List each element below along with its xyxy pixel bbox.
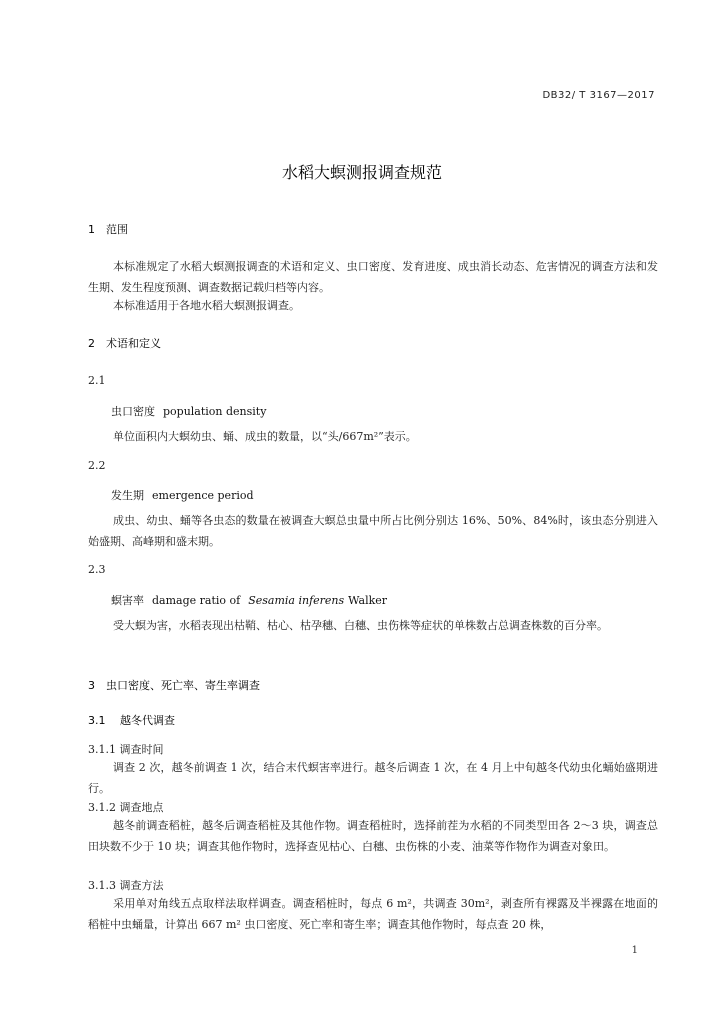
term-heading xyxy=(111,592,387,608)
section-number: 3 xyxy=(88,679,95,692)
term-en: emergence period xyxy=(152,489,254,502)
term-en: population density xyxy=(163,405,267,418)
term-definition: 成虫、幼虫、蛹等各虫态的数量在被调查大螟总虫量中所占比例分别达 16%、50%、84%时，该虫态分别进入始盛期、高峰期和盛末期。 xyxy=(88,514,658,548)
term-number: 2.1 xyxy=(88,374,106,387)
section-2-heading xyxy=(88,335,161,351)
section-title: 术语和定义 xyxy=(106,337,161,350)
term-definition: 单位面积内大螟幼虫、蛹、成虫的数量，以“头/667m²”表示。 xyxy=(113,430,417,443)
term-zh: 虫口密度 xyxy=(111,405,155,418)
term-heading xyxy=(111,403,266,419)
section-number: 2 xyxy=(88,337,95,350)
clause-text: 采用单对角线五点取样法取样调查。调查稻桩时，每点 6 m²，共调查 30m²，剥查所有裸露及半裸露在地面的稻桩中虫蛹量，计算出 667 m² 虫口密度、死亡率和寄生率；调查其他作物时，每点查 20 株， xyxy=(88,897,658,931)
document-title: 水稻大螟测报调查规范 xyxy=(281,163,442,182)
clause-text: 调查 2 次，越冬前调查 1 次，结合末代螟害率进行。越冬后调查 1 次，在 4 月上中旬越冬代幼虫化蛹始盛期进行。 xyxy=(88,761,658,795)
subsection-3-1-heading xyxy=(88,712,175,728)
term-en: damage ratio of xyxy=(152,594,241,607)
section-1-heading xyxy=(88,221,128,237)
term-definition: 受大螟为害，水稻表现出枯鞘、枯心、枯孕穗、白穗、虫伤株等症状的单株数占总调查株数的百分率。 xyxy=(113,619,608,632)
term-zh: 螟害率 xyxy=(111,594,144,607)
section-3-heading xyxy=(88,677,260,693)
section-number: 1 xyxy=(88,223,95,236)
subsection-number: 3.1 xyxy=(88,714,106,727)
clause-label: 3.1.2 调查地点 xyxy=(88,801,164,814)
section-1-paragraph-2: 本标准适用于各地水稻大螟测报调查。 xyxy=(113,299,300,312)
term-en-tail: Walker xyxy=(348,594,388,607)
subsection-title: 越冬代调查 xyxy=(120,714,175,727)
term-en-italic: Sesamia inferens xyxy=(248,594,345,607)
term-zh: 发生期 xyxy=(111,489,144,502)
clause-label: 3.1.3 调查方法 xyxy=(88,879,164,892)
document-code: DB32/ T 3167—2017 xyxy=(542,90,655,101)
term-number: 2.3 xyxy=(88,563,106,576)
page-number: 1 xyxy=(631,945,638,956)
section-title: 虫口密度、死亡率、寄生率调查 xyxy=(106,679,260,692)
clause-text: 越冬前调查稻桩，越冬后调查稻桩及其他作物。调查稻桩时，选择前茬为水稻的不同类型田各 2～3 块，调查总田块数不少于 10 块；调查其他作物时，选择查见枯心、白穗、虫伤株的小麦、油菜等作物作为调查对象田。 xyxy=(88,819,658,853)
section-title: 范围 xyxy=(106,223,128,236)
term-heading xyxy=(111,487,254,503)
clause-label: 3.1.1 调查时间 xyxy=(88,743,164,756)
section-1-paragraph-1: 本标准规定了水稻大螟测报调查的术语和定义、虫口密度、发育进度、成虫消长动态、危害情况的调查方法和发生期、发生程度预测、调查数据记载归档等内容。 xyxy=(88,260,658,294)
term-number: 2.2 xyxy=(88,459,106,472)
